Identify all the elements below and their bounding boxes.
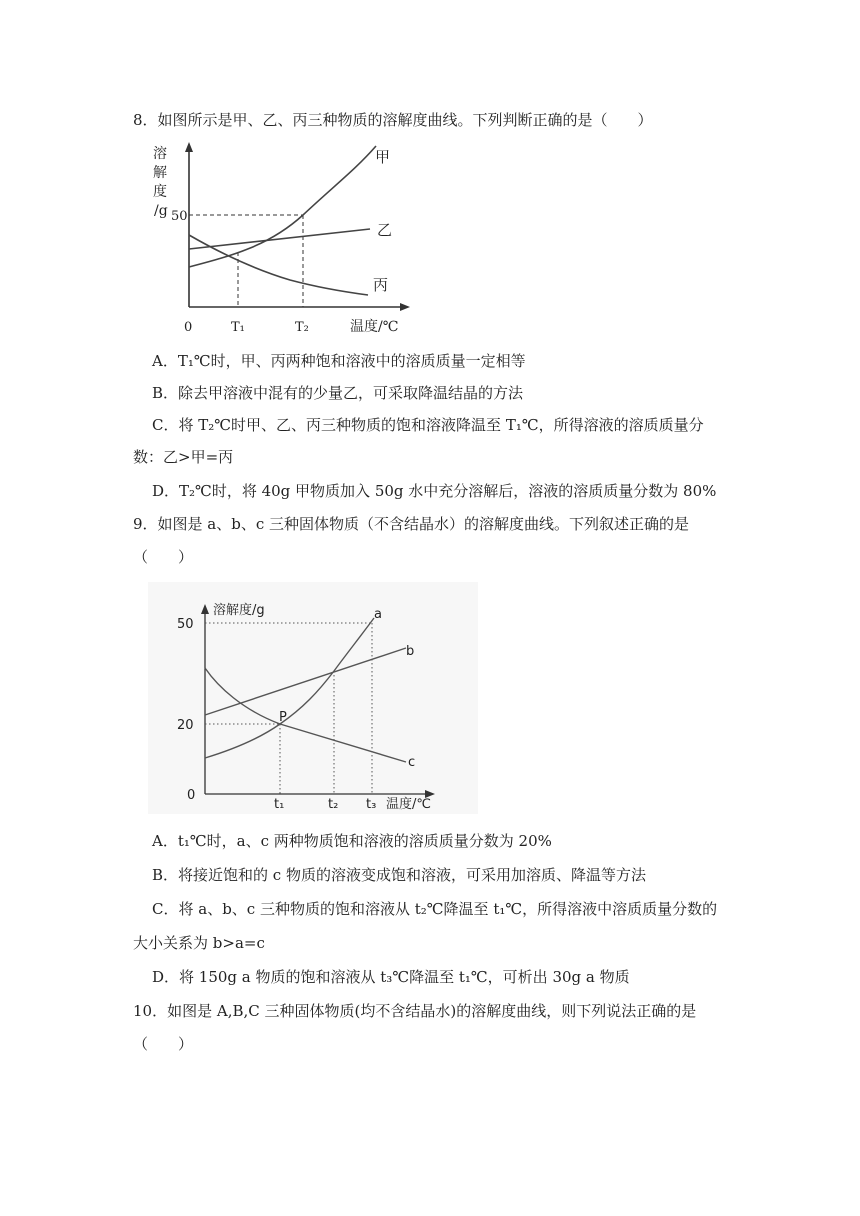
q8-option-b: B．除去甲溶液中混有的少量乙，可采取降温结晶的方法: [152, 384, 524, 402]
q9-option-c-line2: 大小关系为 b>a=c: [133, 934, 265, 952]
q8-ytick-50: 50: [171, 209, 188, 224]
q9-point-p: P: [279, 710, 287, 725]
q8-ylabel-2: 解: [153, 165, 167, 181]
q8-x-arrow: [400, 303, 410, 311]
q10-stem-line1: 10．如图是 A,B,C 三种固体物质(均不含结晶水)的溶解度曲线，则下列说法正确的是: [133, 1002, 697, 1020]
q8-option-c-line2: 数：乙>甲=丙: [133, 448, 234, 466]
q9-option-b: B．将接近饱和的 c 物质的溶液变成饱和溶液，可采用加溶质、降温等方法: [152, 866, 646, 884]
q9-series-c: c: [408, 755, 416, 770]
q9-ytick-0: 0: [187, 788, 196, 803]
q8-ylabel-1: 溶: [153, 146, 167, 162]
q8-option-a: A．T₁℃时，甲、丙两种饱和溶液中的溶质质量一定相等: [152, 352, 526, 370]
q9-option-c-line1: C．将 a、b、c 三种物质的饱和溶液从 t₂℃降温至 t₁℃，所得溶液中溶质质量分数的: [152, 900, 718, 918]
q8-y-arrow: [185, 142, 193, 152]
q9-stem-line1: 9．如图是 a、b、c 三种固体物质（不含结晶水）的溶解度曲线。下列叙述正确的是: [133, 515, 690, 533]
q9-option-a: A．t₁℃时，a、c 两种物质饱和溶液的溶质质量分数为 20%: [152, 832, 552, 850]
q9-ytick-50: 50: [177, 617, 194, 632]
q8-xtick-t1: T₁: [231, 320, 245, 335]
q9-ytick-20: 20: [177, 718, 194, 733]
q9-stem-line2: （ ）: [133, 548, 194, 566]
q9-solubility-chart: [148, 582, 478, 814]
q9-series-b: b: [406, 644, 415, 659]
q9-xtick-t3: t₃: [366, 797, 377, 812]
q8-ylabel-4: /g: [154, 203, 168, 219]
q9-xlabel: 温度/℃: [386, 797, 431, 812]
q8-option-d: D．T₂℃时，将 40g 甲物质加入 50g 水中充分溶解后，溶液的溶质质量分数为 80%: [152, 482, 717, 500]
q8-curve-jia: [189, 146, 376, 267]
q8-ylabel-3: 度: [153, 184, 167, 200]
q9-option-d: D．将 150g a 物质的饱和溶液从 t₃℃降温至 t₁℃，可析出 30g a 物质: [152, 968, 630, 986]
q8-curve-bing: [189, 235, 368, 295]
q8-option-c-line1: C．将 T₂℃时甲、乙、丙三种物质的饱和溶液降温至 T₁℃，所得溶液的溶质质量分: [152, 416, 704, 434]
q9-series-a: a: [374, 607, 382, 622]
q9-xtick-t1: t₁: [274, 797, 285, 812]
q9-ylabel: 溶解度/g: [213, 603, 265, 618]
q8-xtick-t2: T₂: [295, 320, 309, 335]
q8-xtick-0: 0: [184, 320, 193, 335]
q8-series-yi: 乙: [377, 221, 393, 239]
q8-series-jia: 甲: [375, 148, 391, 166]
q9-xtick-t2: t₂: [328, 797, 339, 812]
q9-chart-background: [148, 582, 478, 814]
q8-series-bing: 丙: [373, 276, 389, 294]
q8-stem: 8．如图所示是甲、乙、丙三种物质的溶解度曲线。下列判断正确的是（ ）: [133, 111, 653, 129]
q8-solubility-chart: [140, 140, 420, 340]
q10-stem-line2: （ ）: [133, 1035, 194, 1053]
q8-xlabel: 温度/℃: [350, 319, 399, 335]
